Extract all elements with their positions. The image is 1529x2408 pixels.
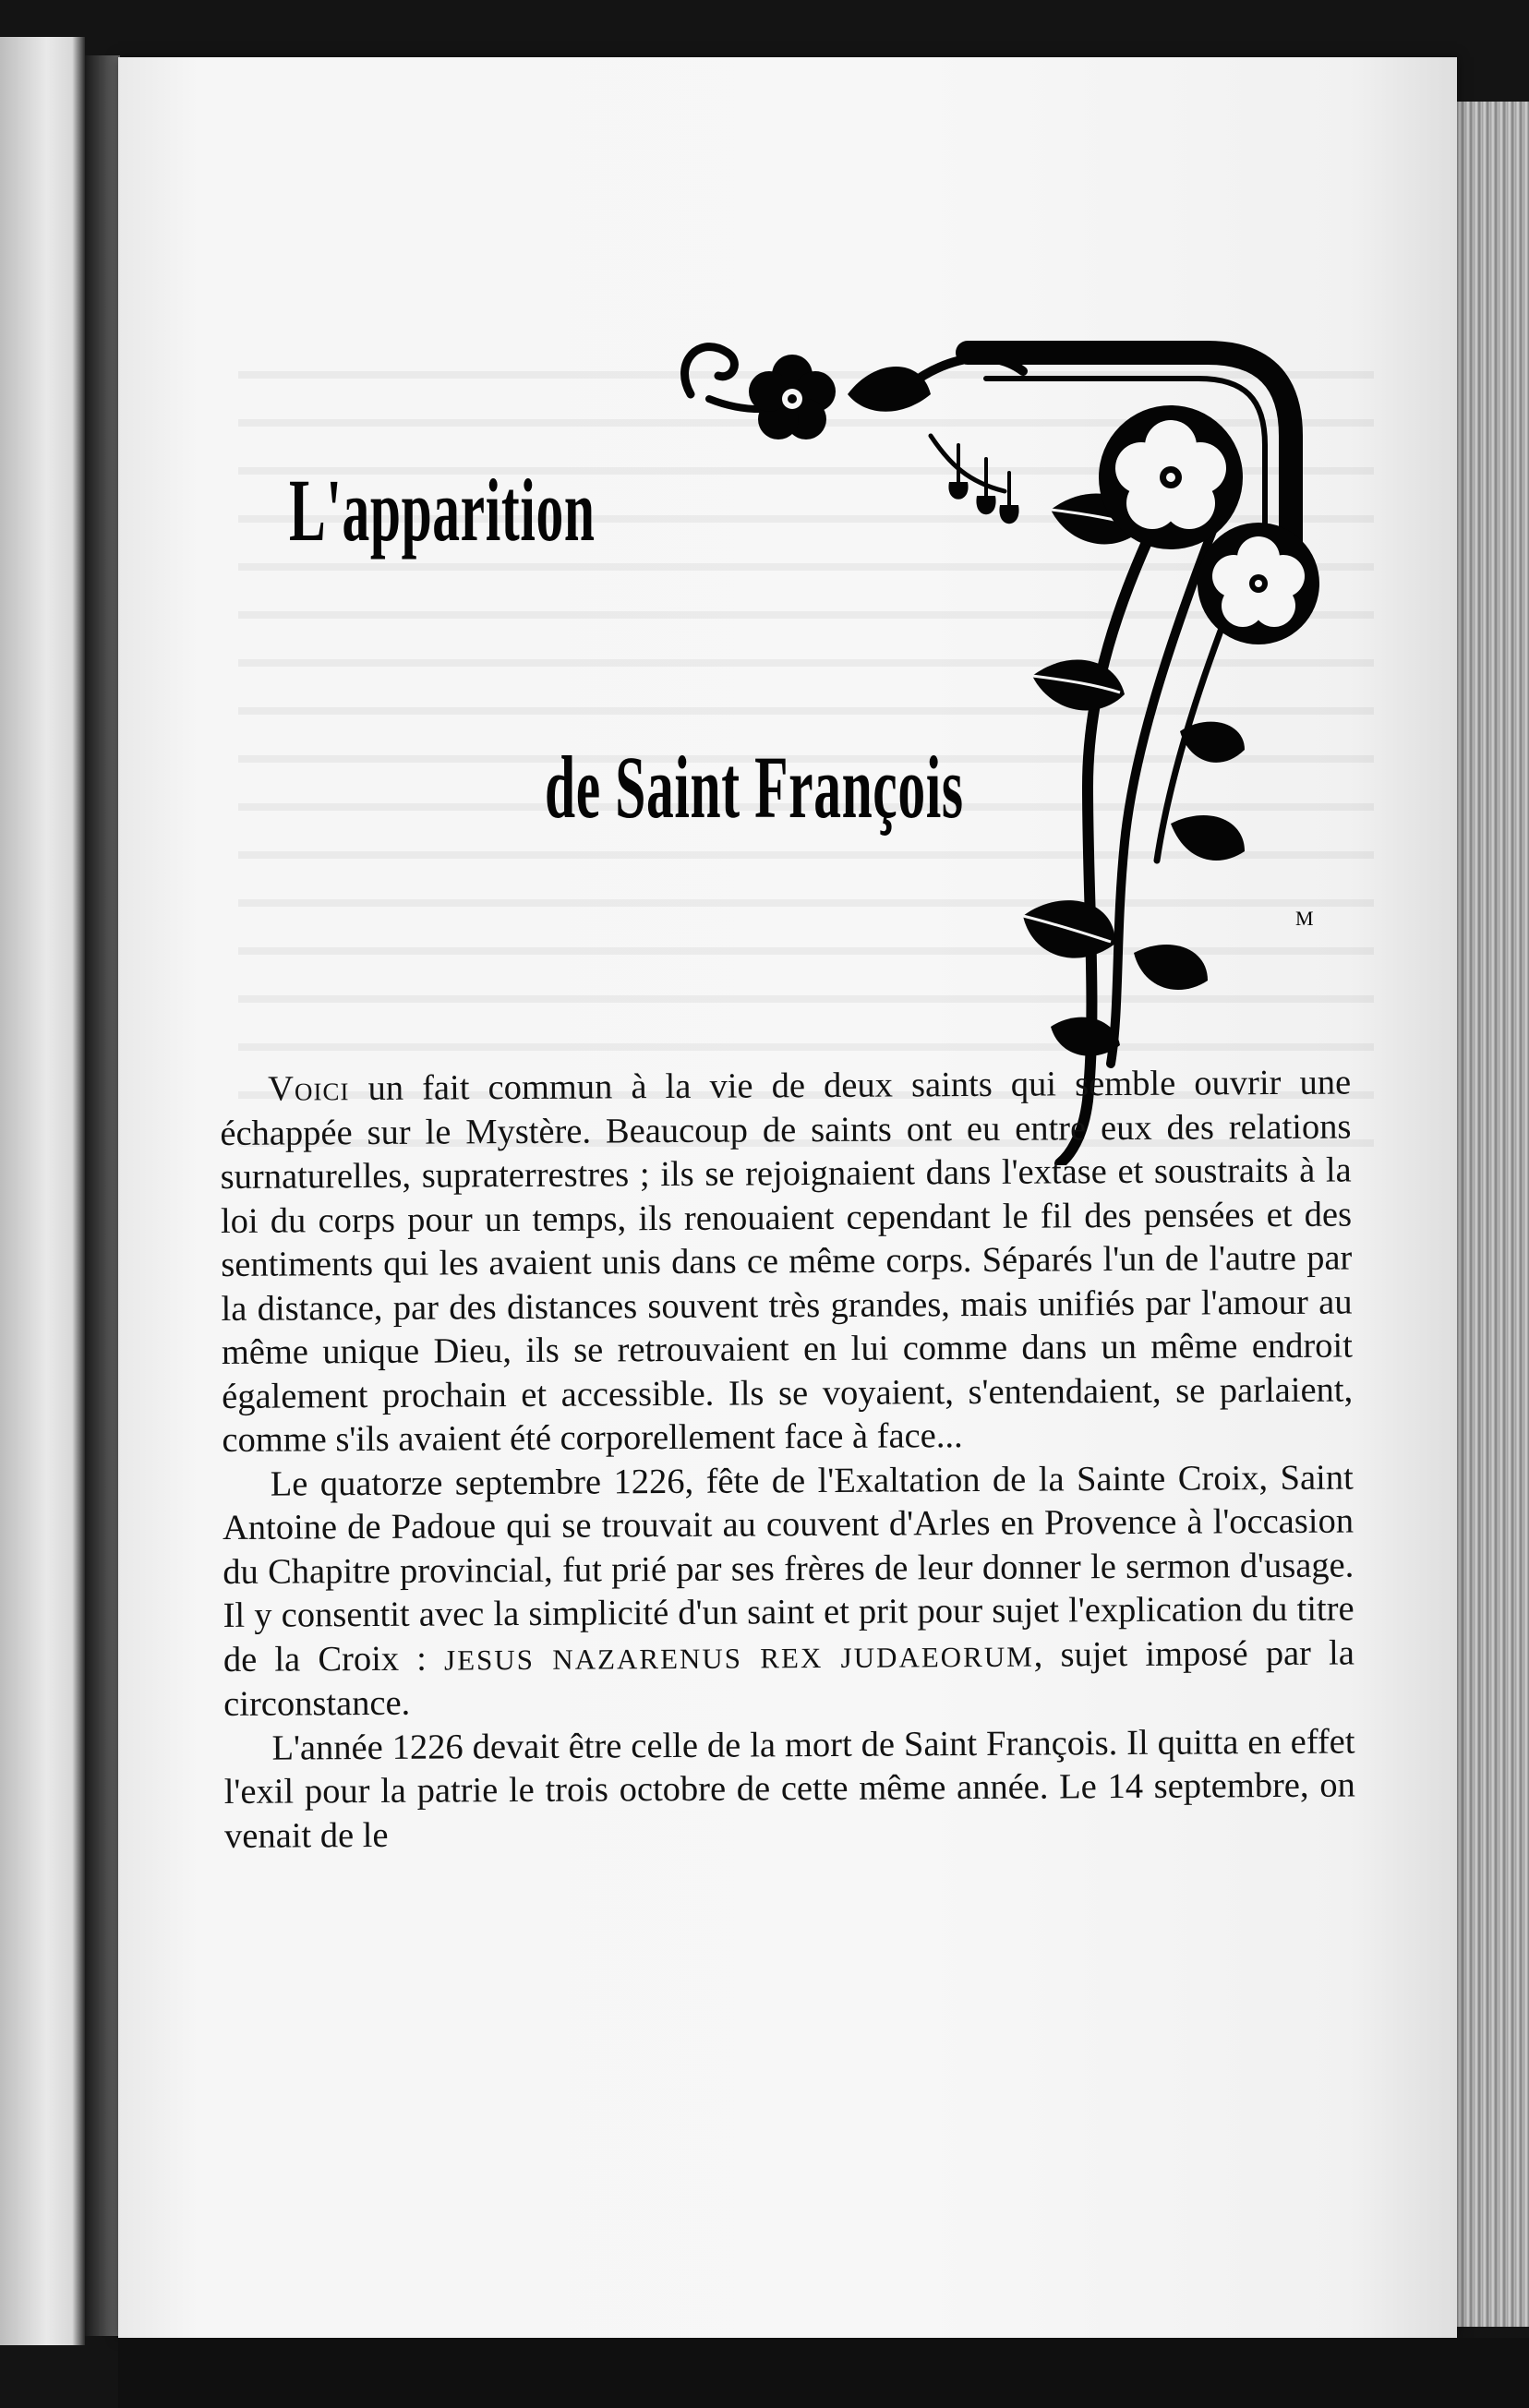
paragraph-2-latin-title: JESUS NAZARENUS REX JUDAEORUM xyxy=(443,1640,1034,1677)
left-page-edge xyxy=(0,37,85,2345)
book-gutter xyxy=(85,55,120,2336)
paragraph-2 xyxy=(223,1456,1355,1727)
chapter-title-line-2: de Saint François xyxy=(545,738,964,837)
paragraph-3-text: L'année 1226 devait être celle de la mort de Saint François. Il quitta en effet l'exil pour la patrie le trois octobre de cette même année. Le 14 septembre, on venait de le xyxy=(223,1722,1355,1856)
book-page xyxy=(118,57,1457,2338)
floral-ornament xyxy=(654,307,1411,1165)
page-stack-edge xyxy=(1457,102,1529,2327)
ornament-monogram: M xyxy=(1295,907,1314,930)
paragraph-1-lead: Voici xyxy=(268,1069,350,1109)
chapter-title-line-1: L'apparition xyxy=(289,461,596,560)
paragraph-1 xyxy=(220,1062,1354,1463)
paragraph-1-text: un fait commun à la vie de deux saints qui semble ouvrir une échappée sur le Mystère. Beaucoup de saints ont eu entre eux des relations surnaturelles, supraterrestres ; ils se rejoignaient dans l'extase et soustraits à la loi du corps pour un temps, ils renouaient cependant le fil des pensées et des sentiments qui les avaient unis dans ce même corps. Séparés l'un de l'autre par la distance, par des distances souvent très grandes, mais unifiés par l'amour au même unique Dieu, ils se retrouvaient en lui comme dans un même endroit également prochain et accessible. Ils se voyaient, s'entendaient, se parlaient, comme s'ils avaient été corporellement face à face... xyxy=(220,1063,1354,1460)
scan-bottom-border xyxy=(118,2338,1529,2408)
body-text xyxy=(220,1062,1355,1859)
paragraph-3 xyxy=(223,1720,1355,1859)
paragraph-2-text-end: , sujet imposé par la circonstance. xyxy=(223,1633,1355,1724)
paragraph-2-text: Le quatorze septembre 1226, fête de l'Exaltation de la Sainte Croix, Saint Antoine de Padoue qui se trouvait au couvent d'Arles en Provence à l'occasion du Chapitre provincial, fut prié par ses frères de leur donner le sermon d'usage. Il y consentit avec la simplicité d'un saint et prit pour sujet l'explication du titre de la Croix : xyxy=(222,1458,1354,1680)
